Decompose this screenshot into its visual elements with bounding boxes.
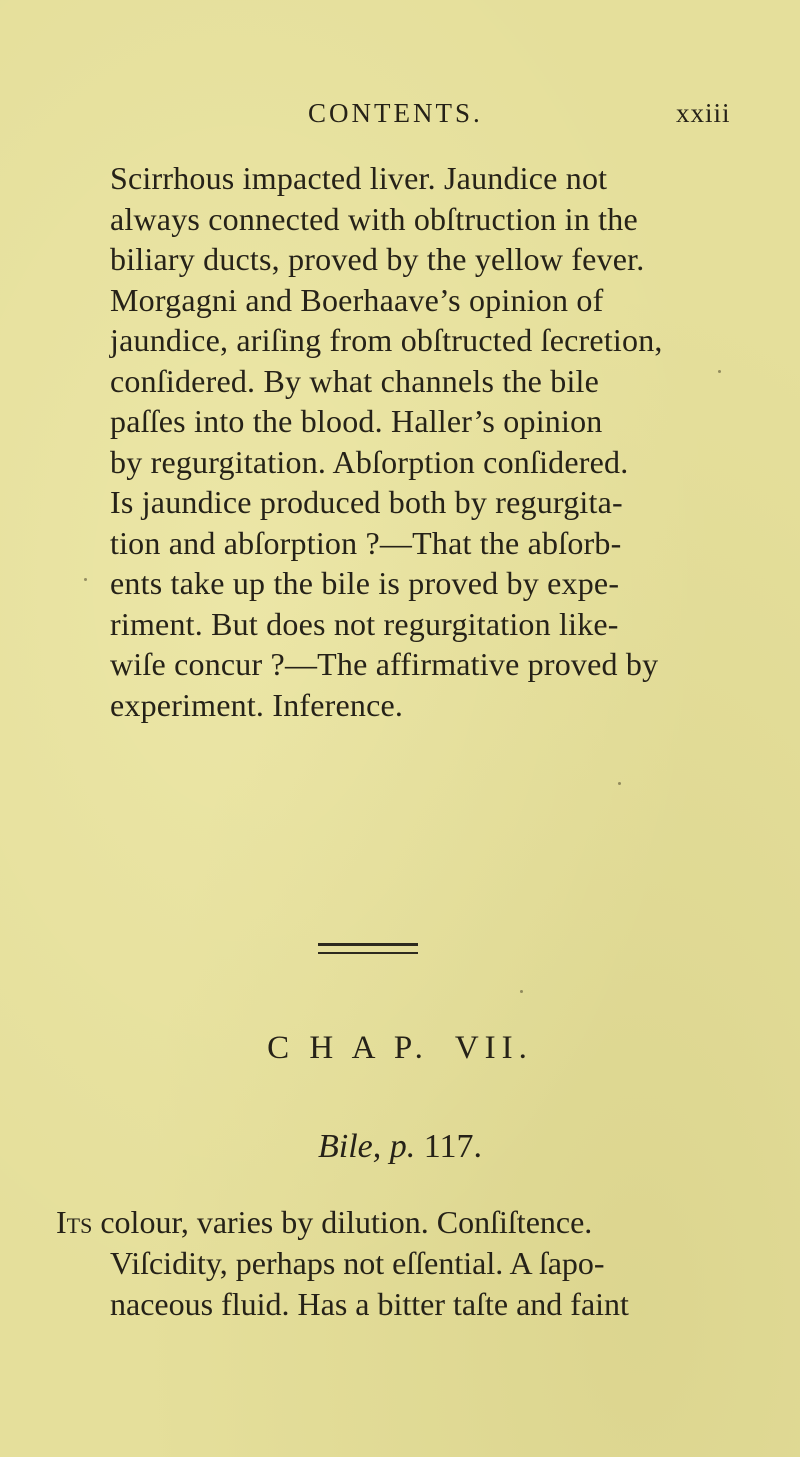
chapter-heading <box>0 1030 800 1067</box>
summary-line: biliary ducts, proved by the yellow fever. <box>110 241 645 277</box>
summary-line: wiſe concur ?—The affirmative proved by <box>110 646 659 682</box>
summary-line: experiment. Inference. <box>110 686 404 723</box>
summary-line: tion and abſorption ?—That the abſorb- <box>110 524 622 561</box>
summary-line: ents take up the bile is proved by expe- <box>110 565 620 601</box>
chapter-subject <box>0 1128 800 1166</box>
paper-speck <box>520 990 523 993</box>
summary-line: riment. But does not regurgitation like- <box>110 605 619 642</box>
first-word: Its <box>56 1204 93 1240</box>
chapter-number: VII. <box>454 1030 533 1066</box>
paper-speck <box>718 370 721 373</box>
summary-line: by regurgitation. Abſorption conſidered. <box>110 443 629 480</box>
section-divider-thick <box>318 943 418 946</box>
chapter-synopsis <box>56 1202 786 1325</box>
summary-line: Scirrhous impacted liver. Jaundice not <box>110 160 608 196</box>
page-number: xxiii <box>676 98 731 128</box>
page-header <box>0 98 800 138</box>
synopsis-line: colour, varies by dilution. Conſiſtence. <box>100 1204 593 1240</box>
synopsis-line: Viſcidity, perhaps not eſſential. A ſapo- <box>110 1245 605 1281</box>
subject-title: Bile, <box>317 1128 382 1165</box>
running-title: CONTENTS. <box>308 98 483 128</box>
paper-speck <box>84 578 87 581</box>
summary-line: Morgagni and Boerhaave’s opinion of <box>110 281 604 318</box>
synopsis-line: naceous fluid. Has a bitter taſte and faint <box>110 1286 629 1322</box>
summary-line: jaundice, ariſing from obſtructed ſecretion, <box>110 322 663 358</box>
summary-line: always connected with obſtruction in the <box>110 200 638 237</box>
chapter-summary <box>110 158 790 725</box>
subject-page-number: 117. <box>423 1128 482 1165</box>
summary-line: Is jaundice produced both by regurgita- <box>110 484 623 520</box>
summary-line: conſidered. By what channels the bile <box>110 362 600 399</box>
paper-speck <box>618 782 621 785</box>
section-divider-thin <box>318 952 418 954</box>
subject-page-abbr: p. <box>389 1128 416 1165</box>
summary-line: paſſes into the blood. Haller’s opinion <box>110 403 603 439</box>
chapter-label: C H A P. <box>267 1030 429 1066</box>
synopsis-first-line <box>56 1202 786 1243</box>
